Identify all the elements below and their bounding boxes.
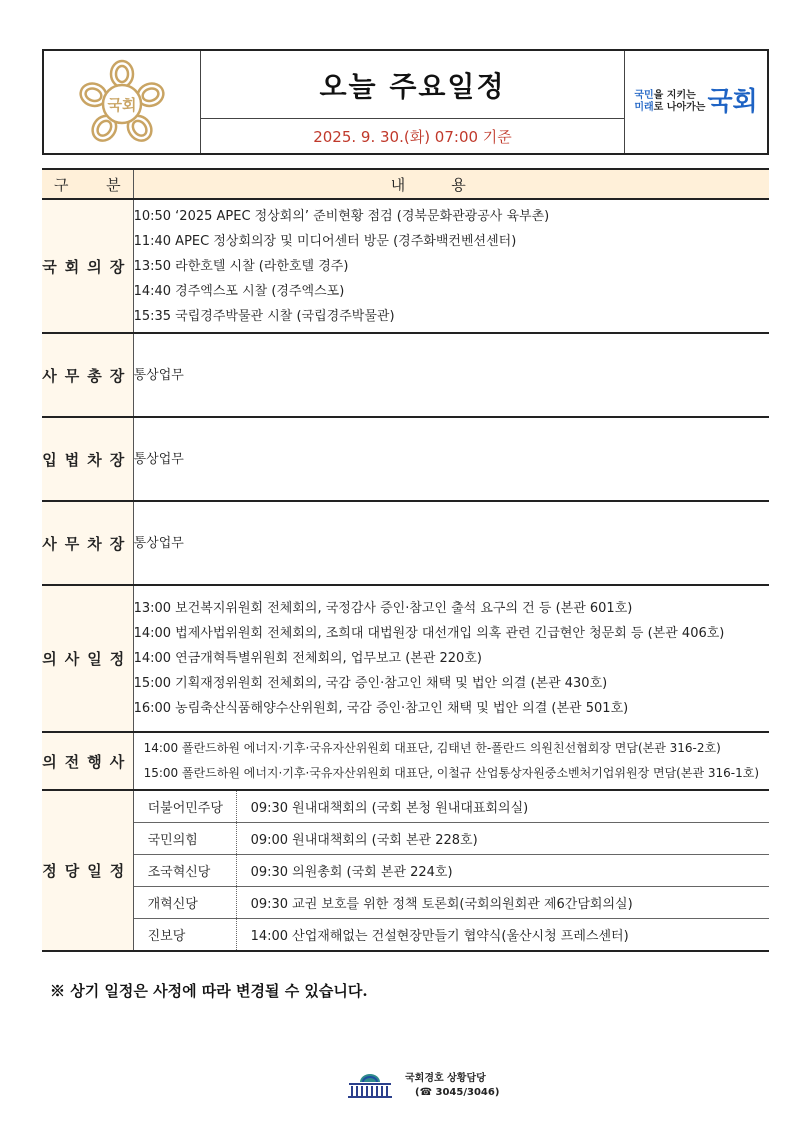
- emblem-icon: [76, 56, 168, 148]
- disclaimer-note: ※ 상기 일정은 사정에 따라 변경될 수 있습니다.: [50, 982, 368, 1000]
- category-speaker: 국회의장: [42, 199, 133, 333]
- list-item: 15:00 기획재정위원회 전체회의, 국감 증인·참고인 채택 및 법안 의결 (본관 430호): [133, 676, 608, 691]
- list-item: 통상업무: [133, 451, 184, 467]
- party-event: 09:30 의원총회 (국회 본관 224호): [236, 855, 769, 887]
- table-row: [42, 732, 769, 790]
- table-row: [42, 333, 769, 417]
- party-event: 09:30 원내대책회의 (국회 본청 원내대표회의실): [250, 801, 529, 816]
- list-item: 14:00 폴란드하원 에너지·기후·국유자산위원회 대표단, 김태년 한-폴란드 의원친선협회장 면담(본관 316-2호): [143, 741, 721, 755]
- party-event: 14:00 산업재해없는 건설현장만들기 협약식(울산시청 프레스센터): [236, 919, 769, 951]
- assembly-building-icon: [345, 1072, 395, 1100]
- list-item: 14:00 연금개혁특별위원회 전체회의, 업무보고 (본관 220호): [133, 651, 482, 666]
- party-row: [134, 919, 769, 951]
- category-party: 정당일정: [42, 790, 133, 951]
- list-item: 14:40 경주엑스포 시찰 (경주엑스포): [133, 283, 345, 299]
- list-item: 통상업무: [133, 367, 184, 383]
- party-row: [134, 823, 769, 855]
- category-protocol: 의전행사: [42, 732, 133, 790]
- category-legislative-deputy: 입법차장: [42, 417, 133, 501]
- party-name: 개혁신당: [134, 887, 237, 919]
- footer: [345, 1072, 499, 1100]
- page-title: 오늘 주요일정: [201, 51, 624, 119]
- list-item: 11:40 APEC 정상회의장 및 미디어센터 방문 (경주화백컨벤션센터): [133, 233, 517, 249]
- list-item: 15:35 국립경주박물관 시찰 (국립경주박물관): [133, 308, 395, 324]
- slogan-brand: 국회: [707, 87, 758, 117]
- svg-text:국회: 국회: [107, 96, 137, 114]
- list-item: 통상업무: [133, 535, 184, 551]
- party-event: 09:00 원내대책회의 (국회 본관 228호): [236, 823, 769, 855]
- category-secretary-general: 사무총장: [42, 333, 133, 417]
- party-event: 09:30 교권 보호를 위한 정책 토론회(국회의원회관 제6간담회의실): [236, 887, 769, 919]
- slogan-logo: 국민을 지키는 미래로 나아가는 국회: [624, 51, 767, 153]
- party-row: [134, 791, 769, 823]
- list-item: 10:50 ‘2025 APEC 정상회의’ 준비현황 점검 (경북문화관광공사 육부촌): [133, 208, 550, 224]
- table-row: [42, 199, 769, 333]
- list-item: 14:00 법제사법위원회 전체회의, 조희대 대법원장 대선개입 의혹 관련 긴급현안 청문회 등 (본관 406호): [133, 626, 725, 641]
- footer-org: 국회경호 상황담당: [405, 1073, 486, 1084]
- footer-phone: (☎ 3045/3046): [415, 1087, 500, 1098]
- list-item: 13:00 보건복지위원회 전체회의, 국정감사 증인·참고인 출석 요구의 건 등 (본관 601호): [133, 601, 633, 616]
- party-name: 국민의힘: [134, 823, 237, 855]
- table-row: [42, 790, 769, 951]
- reference-date: 2025. 9. 30.(화) 07:00 기준: [313, 127, 512, 146]
- table-row: [42, 417, 769, 501]
- document-header: [42, 49, 769, 155]
- header-content: 내용: [133, 169, 769, 199]
- list-item: 13:50 라한호텔 시찰 (라한호텔 경주): [133, 258, 349, 274]
- party-name: 진보당: [134, 919, 237, 951]
- party-schedule-table: [134, 791, 769, 950]
- schedule-table: [42, 168, 769, 952]
- party-row: [134, 887, 769, 919]
- party-name: 더불어민주당: [134, 791, 237, 823]
- header-category: 구 분: [42, 169, 133, 199]
- table-row: [42, 585, 769, 732]
- category-agenda: 의사일정: [42, 585, 133, 732]
- national-assembly-emblem: [44, 51, 201, 153]
- table-header-row: [42, 169, 769, 199]
- party-name: 조국혁신당: [134, 855, 237, 887]
- list-item: 15:00 폴란드하원 에너지·기후·국유자산위원회 대표단, 이철규 산업통상자원중소벤처기업위원장 면담(본관 316-1호): [143, 766, 759, 780]
- category-deputy-secretary: 사무차장: [42, 501, 133, 585]
- list-item: 16:00 농림축산식품해양수산위원회, 국감 증인·참고인 채택 및 법안 의결 (본관 501호): [133, 701, 629, 716]
- table-row: [42, 501, 769, 585]
- party-row: [134, 855, 769, 887]
